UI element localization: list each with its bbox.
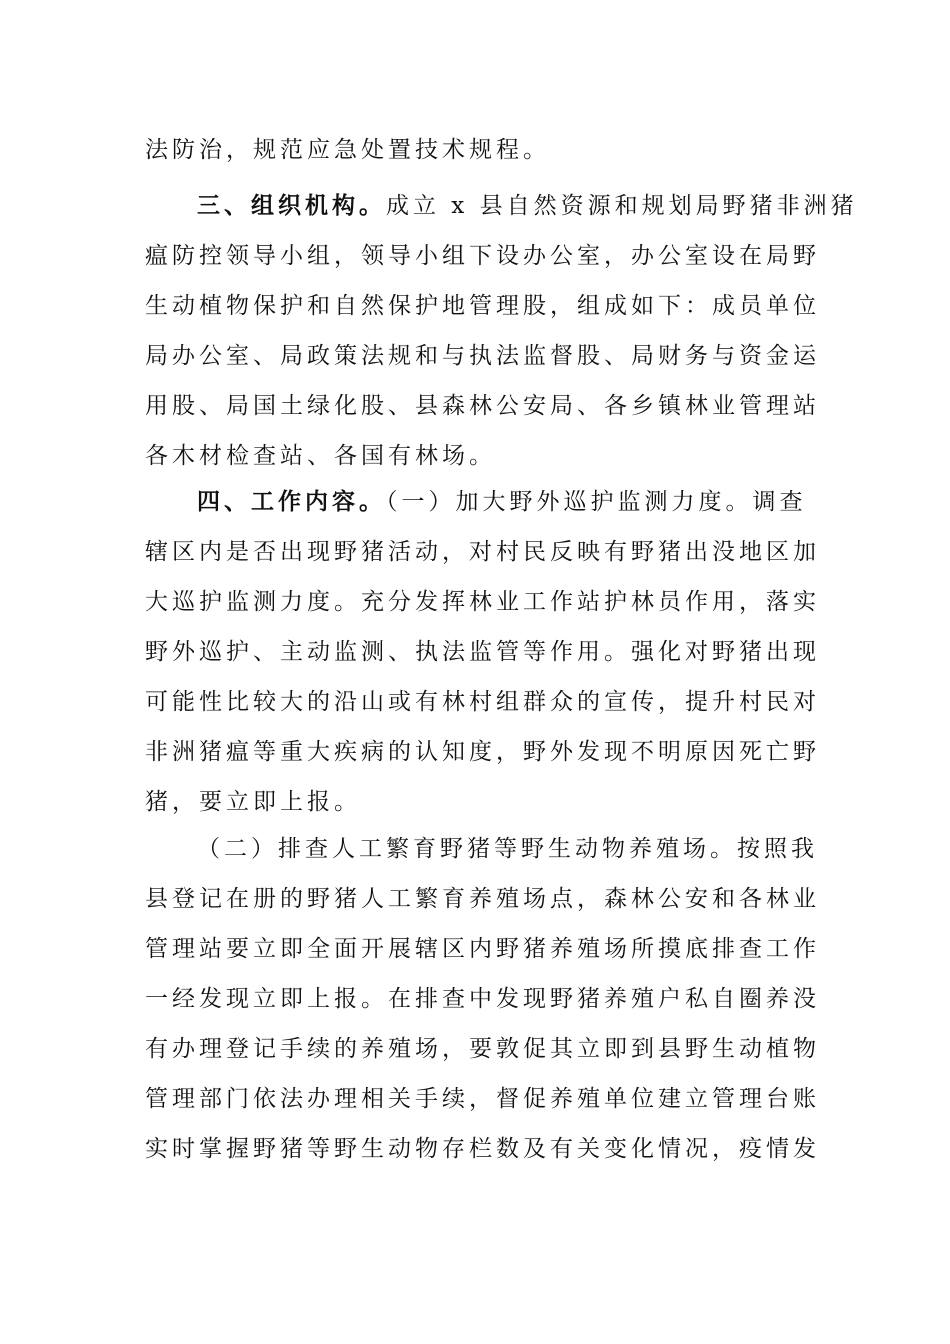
text-line (145, 181, 858, 231)
text-segment: （一）加大野外巡护监测力度。调查 (386, 489, 807, 515)
text-line: 管理站要立即全面开展辖区内野猪养殖场所摸底排查工作 (145, 936, 820, 962)
text-line: 各木材检查站、各国有林场。 (145, 443, 496, 469)
text-segment: 成立 x 县自然资源和规划局野猪非洲猪 (386, 193, 858, 219)
text-line: （二）排查人工繁育野猪等野生动物养殖场。按照我 (197, 836, 818, 862)
text-line: 猪，要立即上报。 (145, 789, 361, 815)
text-line: 野外巡护、主动监测、执法监管等作用。强化对野猪出现 (145, 639, 820, 665)
text-line: 管理部门依法办理相关手续，督促养殖单位建立管理台账 (145, 1086, 820, 1112)
text-line (145, 477, 805, 527)
text-line: 县登记在册的野猪人工繁育养殖场点，森林公安和各林业 (145, 886, 820, 912)
section-heading: 三、组织机构。 (197, 193, 386, 219)
text-line: 有办理登记手续的养殖场，要敦促其立即到县野生动植物 (145, 1036, 820, 1062)
text-line: 法防治，规范应急处置技术规程。 (145, 137, 550, 163)
text-line: 实时掌握野猪等野生动物存栏数及有关变化情况，疫情发 (145, 1136, 820, 1162)
text-line: 生动植物保护和自然保护地管理股，组成如下：成员单位 (145, 293, 820, 319)
text-line: 一经发现立即上报。在排查中发现野猪养殖户私自圈养没 (145, 986, 820, 1012)
text-line: 可能性比较大的沿山或有林村组群众的宣传，提升村民对 (145, 689, 820, 715)
paragraph-breeding-farms (145, 824, 820, 1174)
text-line: 用股、局国土绿化股、县森林公安局、各乡镇林业管理站 (145, 393, 820, 419)
text-line: 大巡护监测力度。充分发挥林业工作站护林员作用，落实 (145, 589, 820, 615)
paragraph-continuation (145, 125, 805, 175)
paragraph-organization (145, 181, 858, 481)
paragraph-work-content (145, 477, 820, 827)
section-heading: 四、工作内容。 (197, 489, 386, 515)
text-line: 瘟防控领导小组，领导小组下设办公室，办公室设在局野 (145, 243, 820, 269)
text-line: 局办公室、局政策法规和与执法监督股、局财务与资金运 (145, 343, 820, 369)
text-line: 辖区内是否出现野猪活动，对村民反映有野猪出没地区加 (145, 539, 820, 565)
text-line: 非洲猪瘟等重大疾病的认知度，野外发现不明原因死亡野 (145, 739, 820, 765)
